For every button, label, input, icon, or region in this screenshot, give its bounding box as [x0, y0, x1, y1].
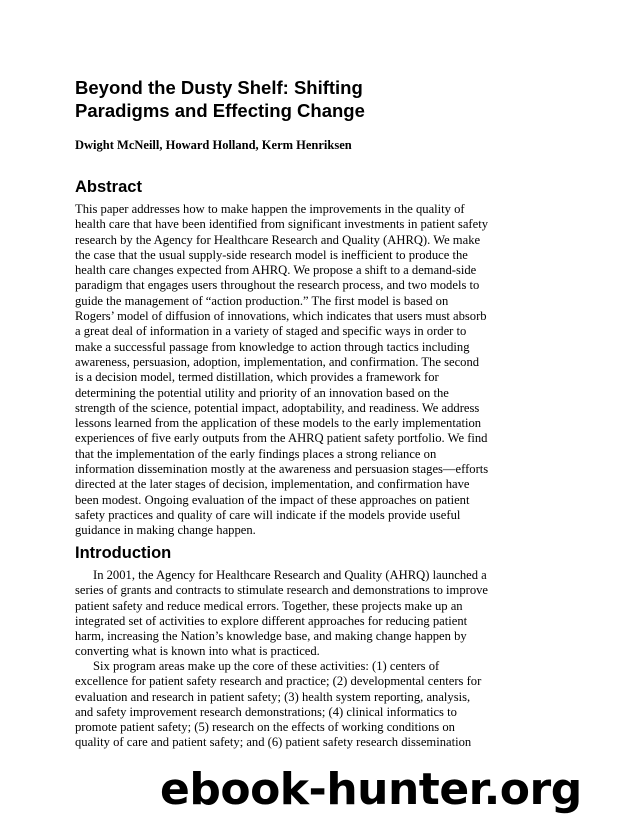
intro-line: and safety improvement research demonstrations; (4) clinical informatics to: [75, 704, 457, 719]
abstract-heading: Abstract: [75, 178, 142, 196]
intro-line: series of grants and contracts to stimulate research and demonstrations to improve: [75, 583, 489, 598]
abstract-line: paradigm that engages users throughout the research process, and two models to: [75, 278, 480, 293]
intro-paragraph-1: [75, 568, 575, 660]
abstract-line: determining the potential utility and priority of an innovation based on the: [75, 385, 449, 400]
abstract-line: that the implementation of the early findings places a strong reliance on: [75, 446, 437, 461]
abstract-line: guidance in making change happen.: [75, 523, 256, 538]
intro-line: excellence for patient safety research and practice; (2) developmental centers for: [75, 674, 482, 689]
abstract-text: [75, 202, 575, 539]
watermark: ebook-hunter.org: [160, 764, 582, 815]
abstract-line: make a successful passage from knowledge to action through tactics including: [75, 339, 470, 354]
abstract-line: health care changes expected from AHRQ. We propose a shift to a demand-side: [75, 263, 477, 278]
abstract-line: research by the Agency for Healthcare Research and Quality (AHRQ). We make: [75, 232, 481, 247]
abstract-line: directed at the later stages of decision, implementation, and confirmation have: [75, 477, 470, 492]
intro-line: harm, increasing the Nation’s knowledge base, and making change happen by: [75, 629, 467, 644]
introduction-heading: Introduction: [75, 544, 172, 562]
intro-line: quality of care and patient safety; and (6) patient safety research dissemination: [75, 735, 472, 750]
abstract-line: been modest. Ongoing evaluation of the impact of these approaches on patient: [75, 492, 470, 507]
intro-line: In 2001, the Agency for Healthcare Research and Quality (AHRQ) launched a: [93, 568, 487, 582]
authors: Dwight McNeill, Howard Holland, Kerm Henriksen: [75, 138, 352, 152]
abstract-line: health care that have been identified from significant investments in patient safety: [75, 217, 488, 232]
abstract-line: safety practices and quality of care will indicate if the models provide useful: [75, 507, 461, 522]
abstract-line: guide the management of “action production.” The first model is based on: [75, 293, 449, 308]
abstract-line: is a decision model, termed distillation, which provides a framework for: [75, 370, 439, 385]
abstract-line: strength of the science, potential impact, adoptability, and readiness. We address: [75, 400, 480, 415]
abstract-line: a great deal of information in a variety of staged and specific ways in order to: [75, 324, 467, 339]
intro-line: patient safety and reduce medical errors. Together, these projects make up an: [75, 598, 463, 613]
abstract-line: awareness, persuasion, adoption, implementation, and confirmation. The second: [75, 354, 480, 369]
intro-paragraph-2: [75, 659, 575, 751]
abstract-line: This paper addresses how to make happen the improvements in the quality of: [75, 202, 465, 216]
abstract-line: the case that the usual supply-side research model is inefficient to produce the: [75, 247, 468, 262]
intro-line: Six program areas make up the core of these activities: (1) centers of: [93, 659, 440, 673]
title-line-1: Beyond the Dusty Shelf: Shifting: [75, 77, 363, 98]
intro-line: converting what is known into what is practiced.: [75, 644, 320, 659]
abstract-line: experiences of five early outputs from the AHRQ patient safety portfolio. We find: [75, 431, 488, 446]
title-line-2: Paradigms and Effecting Change: [75, 100, 365, 121]
abstract-line: information dissemination mostly at the awareness and persuasion stages—efforts: [75, 462, 489, 477]
intro-line: integrated set of activities to explore different approaches for reducing patient: [75, 613, 468, 628]
abstract-line: lessons learned from the application of these models to the early implementation: [75, 416, 482, 431]
intro-line: evaluation and research in patient safety; (3) health system reporting, analysis,: [75, 689, 471, 704]
intro-line: promote patient safety; (5) research on the effects of working conditions on: [75, 720, 455, 735]
abstract-line: Rogers’ model of diffusion of innovations, which indicates that users must absorb: [75, 309, 487, 324]
paper-title: [75, 76, 595, 122]
